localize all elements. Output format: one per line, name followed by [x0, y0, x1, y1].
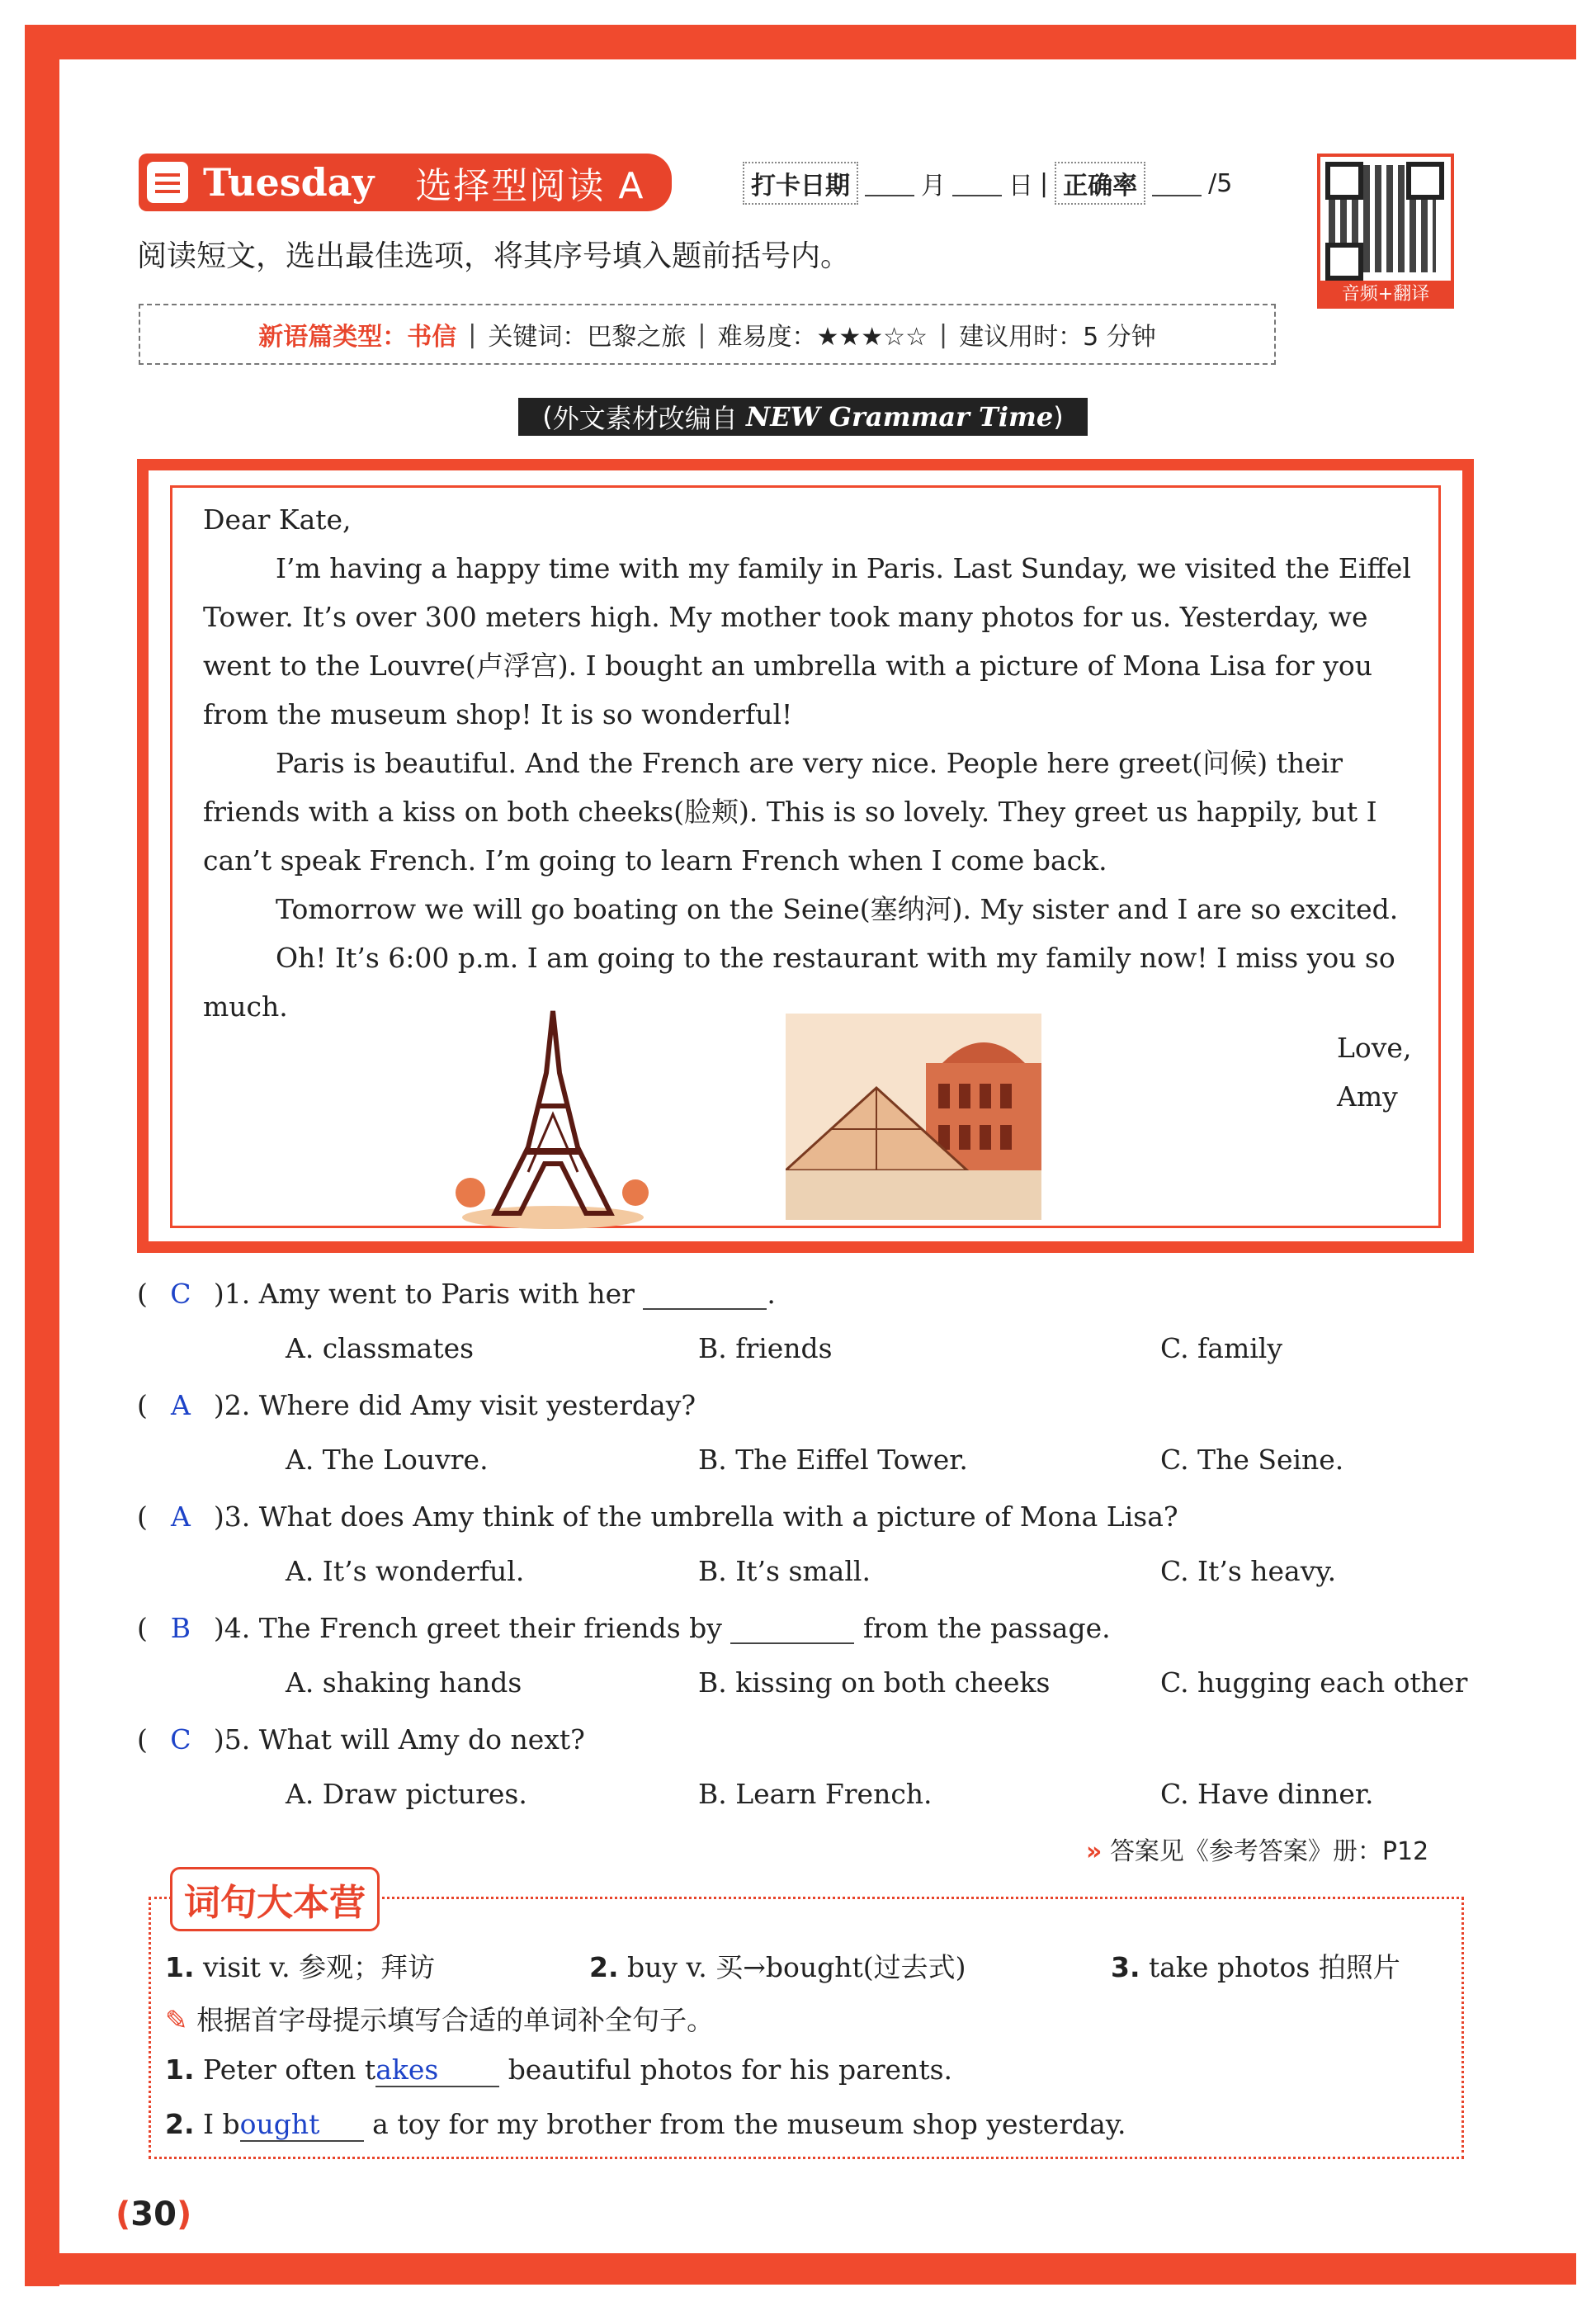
page-frame-left [25, 25, 59, 2286]
qr-code-icon[interactable] [1317, 154, 1454, 291]
option[interactable]: B. It’s small. [698, 1555, 871, 1587]
option[interactable]: B. The Eiffel Tower. [698, 1444, 968, 1476]
question-3: ( A )3. What does Amy think of the umbrella with a picture of Mona Lisa? [137, 1500, 1178, 1533]
letter-paragraph: Tomorrow we will go boating on the Seine(塞纳河). My sister and I are so excited. [276, 893, 1399, 925]
option[interactable]: B. kissing on both cheeks [698, 1666, 1051, 1699]
letter-greeting: Dear Kate, [203, 503, 352, 536]
question-5: ( C )5. What will Amy do next? [137, 1723, 585, 1756]
fill-answer[interactable]: ought [240, 2108, 364, 2142]
letter-paragraph: Oh! It’s 6:00 p.m. I am going to the restaurant with my family now! I miss you so much. [203, 942, 1395, 1023]
checkin-label: 打卡日期 [743, 162, 858, 205]
day-blank[interactable] [952, 170, 1002, 196]
fill-sentence: 1. Peter often takes beautiful photos for his parents. [165, 2053, 953, 2086]
suggested-time: 建议用时：5 分钟 [959, 323, 1156, 352]
genre: 新语篇类型：书信 [258, 323, 457, 352]
answer-4[interactable]: B [170, 1612, 191, 1644]
answer-reference: » 答案见《参考答案》册：P12 [1086, 1837, 1429, 1866]
vocab-item: 2. buy v. 买→bought(过去式) [589, 1951, 966, 1983]
answer-1[interactable]: C [170, 1278, 191, 1310]
vocab-task: ✎ 根据首字母提示填写合适的单词补全句子。 [165, 2004, 715, 2036]
letter-signoff [1337, 1023, 1411, 1121]
qr-label: 音频+翻译 [1317, 281, 1454, 309]
option[interactable]: A. shaking hands [286, 1666, 522, 1699]
difficulty: 难易度：★★★☆☆ [717, 323, 928, 352]
day-label: Tuesday [203, 160, 375, 205]
vocab-item: 1. visit v. 参观；拜访 [165, 1951, 436, 1983]
source-prefix: 外文素材改编自 [552, 403, 738, 434]
month-blank[interactable] [865, 170, 914, 196]
letter-paragraph: Paris is beautiful. And the French are very nice. People here greet(问候) their friends with a kiss on both cheeks(脸颊). This is so lovely. They greet us happily, but I can’t speak French. I’m going to learn French when I come back. [203, 747, 1377, 877]
question-1: ( C )1. Amy went to Paris with her . [137, 1278, 776, 1310]
letter-closing: Love, [1337, 1032, 1412, 1064]
option[interactable]: B. Learn French. [698, 1778, 933, 1810]
louvre-illustration [786, 1014, 1041, 1220]
letter-text [203, 495, 1424, 1031]
option[interactable]: C. hugging each other [1160, 1666, 1468, 1699]
month-unit: 月 [921, 172, 946, 201]
accuracy-blank[interactable] [1152, 170, 1202, 196]
fill-answer[interactable]: akes [375, 2053, 499, 2087]
arrow-icon: » [1086, 1837, 1103, 1866]
meta-bar: 新语篇类型：书信 | 关键词：巴黎之旅 | 难易度：★★★☆☆ | 建议用时：5 分钟 [139, 304, 1276, 365]
answer-5[interactable]: C [170, 1723, 191, 1756]
question-2: ( A )2. Where did Amy visit yesterday? [137, 1389, 696, 1421]
keyword: 关键词：巴黎之旅 [488, 323, 687, 352]
question-4: ( B )4. The French greet their friends by from the passage. [137, 1612, 1111, 1644]
source-note: ( 外文素材改编自 NEW Grammar Time ) [518, 398, 1088, 436]
accuracy-label: 正确率 [1055, 162, 1145, 205]
blank[interactable] [730, 1618, 854, 1644]
day-unit: 日 [1008, 172, 1033, 201]
fill-sentence: 2. I bought a toy for my brother from the museum shop yesterday. [165, 2108, 1126, 2140]
section-header [139, 154, 672, 211]
option[interactable]: C. family [1160, 1332, 1282, 1364]
instruction: 阅读短文，选出最佳选项，将其序号填入题前括号内。 [137, 239, 851, 273]
eiffel-tower-illustration [446, 1007, 660, 1230]
pencil-icon: ✎ [165, 2004, 188, 2036]
page-number: (30) [116, 2195, 192, 2233]
accuracy-total: /5 [1208, 168, 1233, 198]
divider: | [1040, 168, 1049, 198]
answer-3[interactable]: A [170, 1500, 191, 1533]
page-frame-bottom [25, 2253, 1576, 2285]
option[interactable]: C. Have dinner. [1160, 1778, 1374, 1810]
exercise-type: 选择型阅读 A [415, 165, 645, 207]
option[interactable]: A. Draw pictures. [286, 1778, 527, 1810]
source-book: NEW Grammar Time [745, 401, 1054, 432]
option[interactable]: A. classmates [286, 1332, 475, 1364]
letter-paragraph: I’m having a happy time with my family in Paris. Last Sunday, we visited the Eiffel Tower. It’s over 300 meters high. My mother took many photos for us. Yesterday, we went to the Louvre(卢浮宫). I bought an umbrella with a picture of Mona Lisa for you from the museum shop! It is so wonderful! [203, 552, 1411, 730]
checkin-row [743, 162, 1232, 205]
option[interactable]: A. It’s wonderful. [286, 1555, 525, 1587]
vocab-title: 词句大本营 [170, 1867, 380, 1931]
page-frame-top [25, 25, 1576, 59]
option[interactable]: C. It’s heavy. [1160, 1555, 1337, 1587]
calendar-icon [147, 162, 188, 203]
option[interactable]: C. The Seine. [1160, 1444, 1344, 1476]
blank[interactable] [643, 1283, 767, 1310]
letter-signature: Amy [1337, 1080, 1398, 1113]
option[interactable]: B. friends [698, 1332, 833, 1364]
option[interactable]: A. The Louvre. [286, 1444, 489, 1476]
vocab-item: 3. take photos 拍照片 [1111, 1951, 1400, 1983]
answer-2[interactable]: A [170, 1389, 191, 1421]
